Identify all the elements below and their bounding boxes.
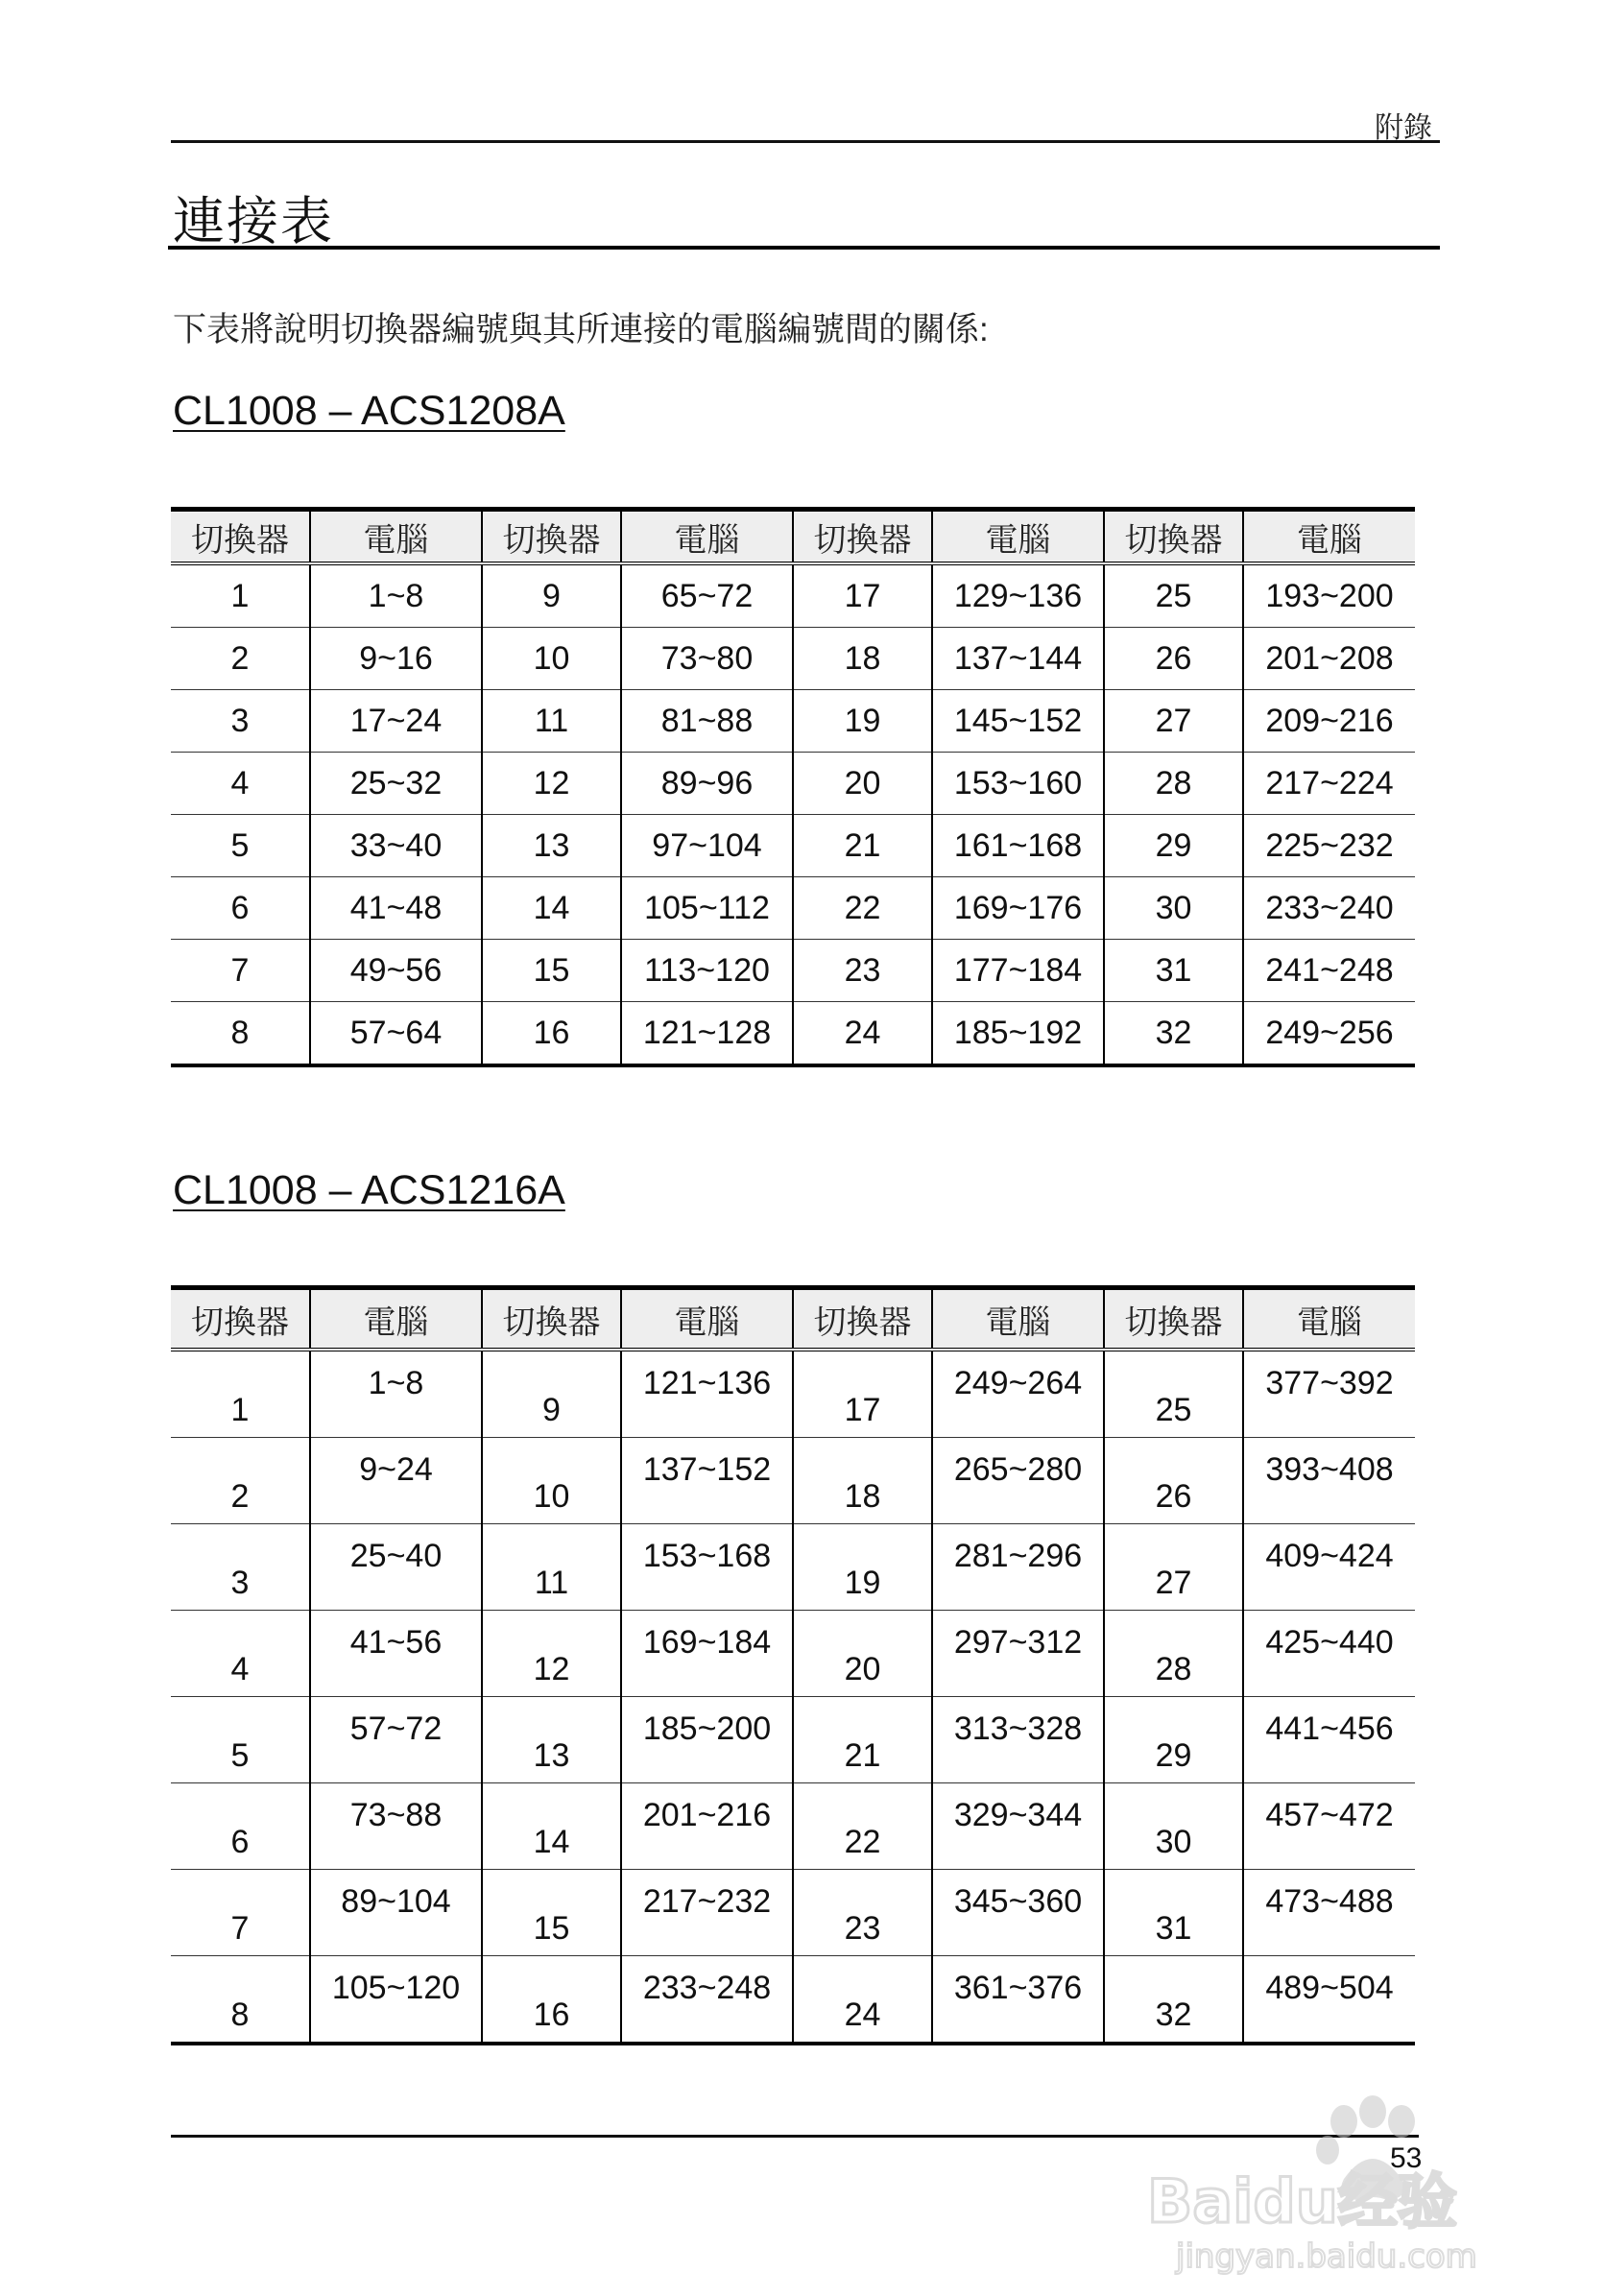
table-row <box>171 940 1415 1002</box>
table-row <box>171 1783 1415 1870</box>
switch-number-cell: 5 <box>171 815 310 877</box>
switch-number-cell: 23 <box>793 1870 932 1956</box>
computer-range-cell: 1~8 <box>310 563 482 628</box>
computer-range-cell: 41~48 <box>310 877 482 940</box>
computer-range-cell: 49~56 <box>310 940 482 1002</box>
switch-number-cell: 13 <box>482 815 621 877</box>
switch-number-cell: 27 <box>1104 690 1243 753</box>
computer-range-cell: 297~312 <box>932 1611 1104 1697</box>
switch-number-cell: 18 <box>793 1438 932 1524</box>
watermark-url: jingyan.baidu.com <box>1176 2237 1477 2275</box>
computer-range-cell: 409~424 <box>1243 1524 1415 1611</box>
computer-range-cell: 65~72 <box>621 563 793 628</box>
computer-range-cell: 265~280 <box>932 1438 1104 1524</box>
switch-number-cell: 10 <box>482 628 621 690</box>
computer-range-cell: 457~472 <box>1243 1783 1415 1870</box>
computer-range-cell: 161~168 <box>932 815 1104 877</box>
switch-number-cell: 32 <box>1104 1002 1243 1066</box>
computer-range-cell: 9~24 <box>310 1438 482 1524</box>
computer-range-cell: 153~160 <box>932 753 1104 815</box>
column-header-switch: 切換器 <box>171 510 310 564</box>
switch-number-cell: 22 <box>793 877 932 940</box>
computer-range-cell: 345~360 <box>932 1870 1104 1956</box>
computer-range-cell: 121~128 <box>621 1002 793 1066</box>
page-number: 53 <box>1390 2142 1423 2174</box>
computer-range-cell: 393~408 <box>1243 1438 1415 1524</box>
computer-range-cell: 193~200 <box>1243 563 1415 628</box>
computer-range-cell: 361~376 <box>932 1956 1104 2045</box>
computer-range-cell: 233~240 <box>1243 877 1415 940</box>
switch-number-cell: 14 <box>482 1783 621 1870</box>
switch-number-cell: 7 <box>171 940 310 1002</box>
switch-number-cell: 16 <box>482 1002 621 1066</box>
switch-number-cell: 2 <box>171 628 310 690</box>
computer-range-cell: 425~440 <box>1243 1611 1415 1697</box>
column-header-computer: 電腦 <box>621 1288 793 1351</box>
switch-number-cell: 31 <box>1104 1870 1243 1956</box>
intro-text: 下表將說明切換器編號與其所連接的電腦編號間的關係: <box>173 311 989 348</box>
computer-range-cell: 105~120 <box>310 1956 482 2045</box>
computer-range-cell: 169~184 <box>621 1611 793 1697</box>
switch-number-cell: 29 <box>1104 815 1243 877</box>
switch-number-cell: 15 <box>482 940 621 1002</box>
switch-number-cell: 19 <box>793 690 932 753</box>
computer-range-cell: 105~112 <box>621 877 793 940</box>
switch-number-cell: 17 <box>793 1350 932 1438</box>
computer-range-cell: 473~488 <box>1243 1870 1415 1956</box>
table-row <box>171 563 1415 628</box>
switch-number-cell: 27 <box>1104 1524 1243 1611</box>
table-header-row <box>171 1288 1415 1351</box>
column-header-computer: 電腦 <box>1243 510 1415 564</box>
computer-range-cell: 377~392 <box>1243 1350 1415 1438</box>
switch-number-cell: 6 <box>171 877 310 940</box>
switch-number-cell: 11 <box>482 1524 621 1611</box>
switch-number-cell: 8 <box>171 1002 310 1066</box>
switch-number-cell: 9 <box>482 563 621 628</box>
switch-number-cell: 26 <box>1104 1438 1243 1524</box>
column-header-switch: 切換器 <box>1104 1288 1243 1351</box>
switch-number-cell: 24 <box>793 1956 932 2045</box>
computer-range-cell: 57~64 <box>310 1002 482 1066</box>
switch-number-cell: 20 <box>793 1611 932 1697</box>
table-row <box>171 1438 1415 1524</box>
switch-number-cell: 24 <box>793 1002 932 1066</box>
computer-range-cell: 137~152 <box>621 1438 793 1524</box>
switch-number-cell: 9 <box>482 1350 621 1438</box>
computer-range-cell: 1~8 <box>310 1350 482 1438</box>
computer-range-cell: 233~248 <box>621 1956 793 2045</box>
switch-number-cell: 32 <box>1104 1956 1243 2045</box>
switch-number-cell: 5 <box>171 1697 310 1783</box>
switch-number-cell: 18 <box>793 628 932 690</box>
computer-range-cell: 9~16 <box>310 628 482 690</box>
computer-range-cell: 73~88 <box>310 1783 482 1870</box>
switch-number-cell: 2 <box>171 1438 310 1524</box>
switch-number-cell: 15 <box>482 1870 621 1956</box>
table-row <box>171 1002 1415 1066</box>
computer-range-cell: 57~72 <box>310 1697 482 1783</box>
computer-range-cell: 153~168 <box>621 1524 793 1611</box>
computer-range-cell: 489~504 <box>1243 1956 1415 2045</box>
table-row <box>171 1697 1415 1783</box>
switch-number-cell: 4 <box>171 753 310 815</box>
computer-range-cell: 225~232 <box>1243 815 1415 877</box>
baidu-jingyan-watermark <box>1138 2054 1541 2275</box>
switch-number-cell: 21 <box>793 1697 932 1783</box>
computer-range-cell: 329~344 <box>932 1783 1104 1870</box>
switch-number-cell: 28 <box>1104 753 1243 815</box>
computer-range-cell: 89~104 <box>310 1870 482 1956</box>
column-header-computer: 電腦 <box>310 1288 482 1351</box>
switch-number-cell: 10 <box>482 1438 621 1524</box>
table-row <box>171 1524 1415 1611</box>
column-header-computer: 電腦 <box>932 1288 1104 1351</box>
computer-range-cell: 121~136 <box>621 1350 793 1438</box>
switch-number-cell: 25 <box>1104 563 1243 628</box>
column-header-switch: 切換器 <box>793 510 932 564</box>
column-header-computer: 電腦 <box>310 510 482 564</box>
switch-number-cell: 8 <box>171 1956 310 2045</box>
page-title: 連接表 <box>173 193 334 251</box>
switch-number-cell: 7 <box>171 1870 310 1956</box>
computer-range-cell: 89~96 <box>621 753 793 815</box>
column-header-switch: 切換器 <box>1104 510 1243 564</box>
column-header-computer: 電腦 <box>621 510 793 564</box>
switch-number-cell: 21 <box>793 815 932 877</box>
computer-range-cell: 217~224 <box>1243 753 1415 815</box>
switch-number-cell: 26 <box>1104 628 1243 690</box>
switch-number-cell: 14 <box>482 877 621 940</box>
computer-range-cell: 201~216 <box>621 1783 793 1870</box>
switch-number-cell: 6 <box>171 1783 310 1870</box>
header-section-label: 附錄 <box>1375 112 1432 144</box>
switch-number-cell: 4 <box>171 1611 310 1697</box>
column-header-switch: 切換器 <box>171 1288 310 1351</box>
switch-number-cell: 30 <box>1104 877 1243 940</box>
switch-number-cell: 1 <box>171 1350 310 1438</box>
computer-range-cell: 17~24 <box>310 690 482 753</box>
computer-range-cell: 97~104 <box>621 815 793 877</box>
connection-table-acs1216a <box>171 1285 1415 2045</box>
computer-range-cell: 185~200 <box>621 1697 793 1783</box>
table-row <box>171 753 1415 815</box>
table-row <box>171 1870 1415 1956</box>
switch-number-cell: 31 <box>1104 940 1243 1002</box>
computer-range-cell: 137~144 <box>932 628 1104 690</box>
switch-number-cell: 20 <box>793 753 932 815</box>
computer-range-cell: 129~136 <box>932 563 1104 628</box>
watermark-brand: Baidu经验 <box>1147 2166 1457 2236</box>
switch-number-cell: 13 <box>482 1697 621 1783</box>
computer-range-cell: 209~216 <box>1243 690 1415 753</box>
computer-range-cell: 177~184 <box>932 940 1104 1002</box>
column-header-switch: 切換器 <box>482 1288 621 1351</box>
computer-range-cell: 241~248 <box>1243 940 1415 1002</box>
table-row <box>171 815 1415 877</box>
table-row <box>171 1611 1415 1697</box>
switch-number-cell: 22 <box>793 1783 932 1870</box>
switch-number-cell: 12 <box>482 753 621 815</box>
table-row <box>171 1350 1415 1438</box>
computer-range-cell: 145~152 <box>932 690 1104 753</box>
table-row <box>171 690 1415 753</box>
switch-number-cell: 23 <box>793 940 932 1002</box>
computer-range-cell: 249~256 <box>1243 1002 1415 1066</box>
computer-range-cell: 313~328 <box>932 1697 1104 1783</box>
column-header-switch: 切換器 <box>482 510 621 564</box>
computer-range-cell: 185~192 <box>932 1002 1104 1066</box>
computer-range-cell: 25~32 <box>310 753 482 815</box>
computer-range-cell: 217~232 <box>621 1870 793 1956</box>
switch-number-cell: 16 <box>482 1956 621 2045</box>
computer-range-cell: 81~88 <box>621 690 793 753</box>
table-row <box>171 1956 1415 2045</box>
table-row <box>171 628 1415 690</box>
computer-range-cell: 113~120 <box>621 940 793 1002</box>
switch-number-cell: 30 <box>1104 1783 1243 1870</box>
switch-number-cell: 3 <box>171 1524 310 1611</box>
column-header-switch: 切換器 <box>793 1288 932 1351</box>
switch-number-cell: 28 <box>1104 1611 1243 1697</box>
switch-number-cell: 11 <box>482 690 621 753</box>
column-header-computer: 電腦 <box>932 510 1104 564</box>
computer-range-cell: 41~56 <box>310 1611 482 1697</box>
column-header-computer: 電腦 <box>1243 1288 1415 1351</box>
switch-number-cell: 29 <box>1104 1697 1243 1783</box>
switch-number-cell: 19 <box>793 1524 932 1611</box>
section-title-acs1208a: CL1008 – ACS1208A <box>173 388 565 434</box>
table-row <box>171 877 1415 940</box>
switch-number-cell: 1 <box>171 563 310 628</box>
table-header-row <box>171 510 1415 564</box>
computer-range-cell: 281~296 <box>932 1524 1104 1611</box>
computer-range-cell: 169~176 <box>932 877 1104 940</box>
header-divider <box>171 140 1440 143</box>
switch-number-cell: 3 <box>171 690 310 753</box>
computer-range-cell: 249~264 <box>932 1350 1104 1438</box>
computer-range-cell: 33~40 <box>310 815 482 877</box>
computer-range-cell: 73~80 <box>621 628 793 690</box>
title-divider <box>168 246 1440 250</box>
connection-table-acs1208a <box>171 507 1415 1067</box>
section-title-acs1216a: CL1008 – ACS1216A <box>173 1167 565 1213</box>
switch-number-cell: 25 <box>1104 1350 1243 1438</box>
computer-range-cell: 25~40 <box>310 1524 482 1611</box>
switch-number-cell: 12 <box>482 1611 621 1697</box>
switch-number-cell: 17 <box>793 563 932 628</box>
computer-range-cell: 201~208 <box>1243 628 1415 690</box>
computer-range-cell: 441~456 <box>1243 1697 1415 1783</box>
